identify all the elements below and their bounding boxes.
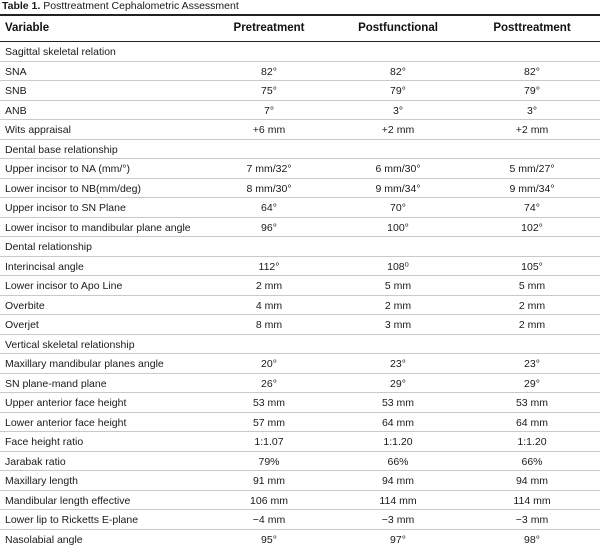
cell-variable: Upper incisor to NA (mm/°) [5,163,130,175]
table-section-row [0,42,600,62]
table-row [0,530,600,549]
table-row [0,452,600,472]
cell-variable: Lower lip to Ricketts E-plane [5,514,138,526]
table-row [0,296,600,316]
cell-posttreatment: 64 mm [516,417,548,429]
cell-pretreatment: 106 mm [250,495,288,507]
table-row [0,413,600,433]
table-row [0,432,600,452]
cell-posttreatment: −3 mm [516,514,548,526]
table-row [0,393,600,413]
cell-variable: Overbite [5,300,45,312]
cell-variable: SNB [5,85,27,97]
cell-pretreatment: 2 mm [256,280,282,292]
cell-pretreatment: 57 mm [253,417,285,429]
table-header-row [0,16,600,41]
cell-postfunctional: 53 mm [382,397,414,409]
cell-posttreatment: 2 mm [519,319,545,331]
table-row [0,81,600,101]
cell-postfunctional: 1:1.20 [383,436,412,448]
cell-pretreatment: 7 mm/32° [246,163,291,175]
table-row [0,471,600,491]
section-label: Dental relationship [5,241,92,253]
cell-pretreatment: 79% [258,456,279,468]
cell-pretreatment: 112° [259,261,280,273]
cell-pretreatment: 53 mm [253,397,285,409]
table-caption-title: Posttreatment Cephalometric Assessment [43,0,239,12]
section-label: Sagittal skeletal relation [5,46,116,58]
cell-variable: Upper anterior face height [5,397,126,409]
cell-variable: SNA [5,66,27,78]
cell-postfunctional: 5 mm [385,280,411,292]
cell-postfunctional: 108⁰ [387,261,409,273]
cell-postfunctional: −3 mm [382,514,414,526]
cell-pretreatment: 8 mm [256,319,282,331]
cell-postfunctional: 3° [393,105,403,117]
cell-pretreatment: 95° [261,534,277,546]
cell-postfunctional: 66% [387,456,408,468]
table-row [0,218,600,238]
cell-variable: Lower incisor to NB(mm/deg) [5,183,141,195]
table-row [0,315,600,335]
table-caption-label: Table 1. [2,0,40,12]
table-row [0,354,600,374]
table-body [0,42,600,549]
cell-posttreatment: +2 mm [516,124,548,136]
cell-pretreatment: +6 mm [253,124,285,136]
cell-variable: Mandibular length effective [5,495,130,507]
section-label: Vertical skeletal relationship [5,339,135,351]
cell-postfunctional: 70° [390,202,406,214]
cell-postfunctional: 6 mm/30° [375,163,420,175]
cell-pretreatment: 20° [261,358,277,370]
table-row [0,198,600,218]
cell-pretreatment: 1:1.07 [254,436,283,448]
cell-posttreatment: 53 mm [516,397,548,409]
table-section-row [0,140,600,160]
cell-posttreatment: 3° [527,105,537,117]
cell-pretreatment: 4 mm [256,300,282,312]
cell-pretreatment: 7° [264,105,274,117]
column-header-pretreatment: Pretreatment [234,22,305,34]
table-row [0,374,600,394]
cell-variable: Nasolabial angle [5,534,83,546]
cell-posttreatment: 114 mm [513,495,550,507]
cell-variable: Interincisal angle [5,261,84,273]
cell-postfunctional: 29° [390,378,406,390]
cell-posttreatment: 74° [524,202,540,214]
cell-postfunctional: 97° [390,534,406,546]
cell-variable: SN plane-mand plane [5,378,107,390]
table-row [0,257,600,277]
cell-posttreatment: 98° [524,534,540,546]
table-row [0,179,600,199]
table-row [0,159,600,179]
cell-posttreatment: 1:1.20 [517,436,546,448]
cell-variable: Wits appraisal [5,124,71,136]
cell-postfunctional: 114 mm [379,495,416,507]
cell-pretreatment: 96° [261,222,277,234]
cell-variable: Upper incisor to SN Plane [5,202,126,214]
cell-posttreatment: 29° [524,378,540,390]
cell-postfunctional: 79° [390,85,406,97]
table-row [0,120,600,140]
cell-posttreatment: 5 mm/27° [509,163,554,175]
cell-postfunctional: 2 mm [385,300,411,312]
cell-posttreatment: 79° [524,85,540,97]
cell-postfunctional: 3 mm [385,319,411,331]
cell-posttreatment: 105° [521,261,543,273]
cell-postfunctional: 100° [387,222,409,234]
cell-variable: Overjet [5,319,39,331]
cell-posttreatment: 94 mm [516,475,548,487]
cephalometric-table [0,14,600,549]
cell-variable: Lower anterior face height [5,417,126,429]
cell-pretreatment: 82° [261,66,277,78]
cell-pretreatment: −4 mm [253,514,285,526]
cell-pretreatment: 91 mm [253,475,285,487]
cell-variable: ANB [5,105,27,117]
cell-postfunctional: 82° [390,66,406,78]
cell-posttreatment: 23° [524,358,540,370]
cell-postfunctional: 94 mm [382,475,414,487]
cell-variable: Lower incisor to Apo Line [5,280,122,292]
cell-postfunctional: 23° [390,358,406,370]
cell-variable: Face height ratio [5,436,83,448]
cell-posttreatment: 82° [524,66,540,78]
table-section-row [0,335,600,355]
cell-postfunctional: 9 mm/34° [375,183,420,195]
cell-pretreatment: 26° [261,378,277,390]
table-section-row [0,237,600,257]
table-row [0,491,600,511]
cell-pretreatment: 75° [261,85,277,97]
column-header-postfunctional: Postfunctional [358,22,438,34]
cell-posttreatment: 102° [521,222,543,234]
table-row [0,510,600,530]
cell-variable: Lower incisor to mandibular plane angle [5,222,191,234]
cell-variable: Jarabak ratio [5,456,66,468]
cell-posttreatment: 2 mm [519,300,545,312]
cell-pretreatment: 8 mm/30° [246,183,291,195]
cell-posttreatment: 66% [521,456,542,468]
cell-variable: Maxillary mandibular planes angle [5,358,164,370]
cell-posttreatment: 5 mm [519,280,545,292]
column-header-posttreatment: Posttreatment [493,22,570,34]
column-header-variable: Variable [5,22,49,34]
cell-variable: Maxillary length [5,475,78,487]
table-row [0,101,600,121]
cell-pretreatment: 64° [261,202,277,214]
table-caption [2,0,239,12]
section-label: Dental base relationship [5,144,118,156]
table-row [0,62,600,82]
cell-postfunctional: 64 mm [382,417,414,429]
table-row [0,276,600,296]
cell-postfunctional: +2 mm [382,124,414,136]
cell-posttreatment: 9 mm/34° [509,183,554,195]
